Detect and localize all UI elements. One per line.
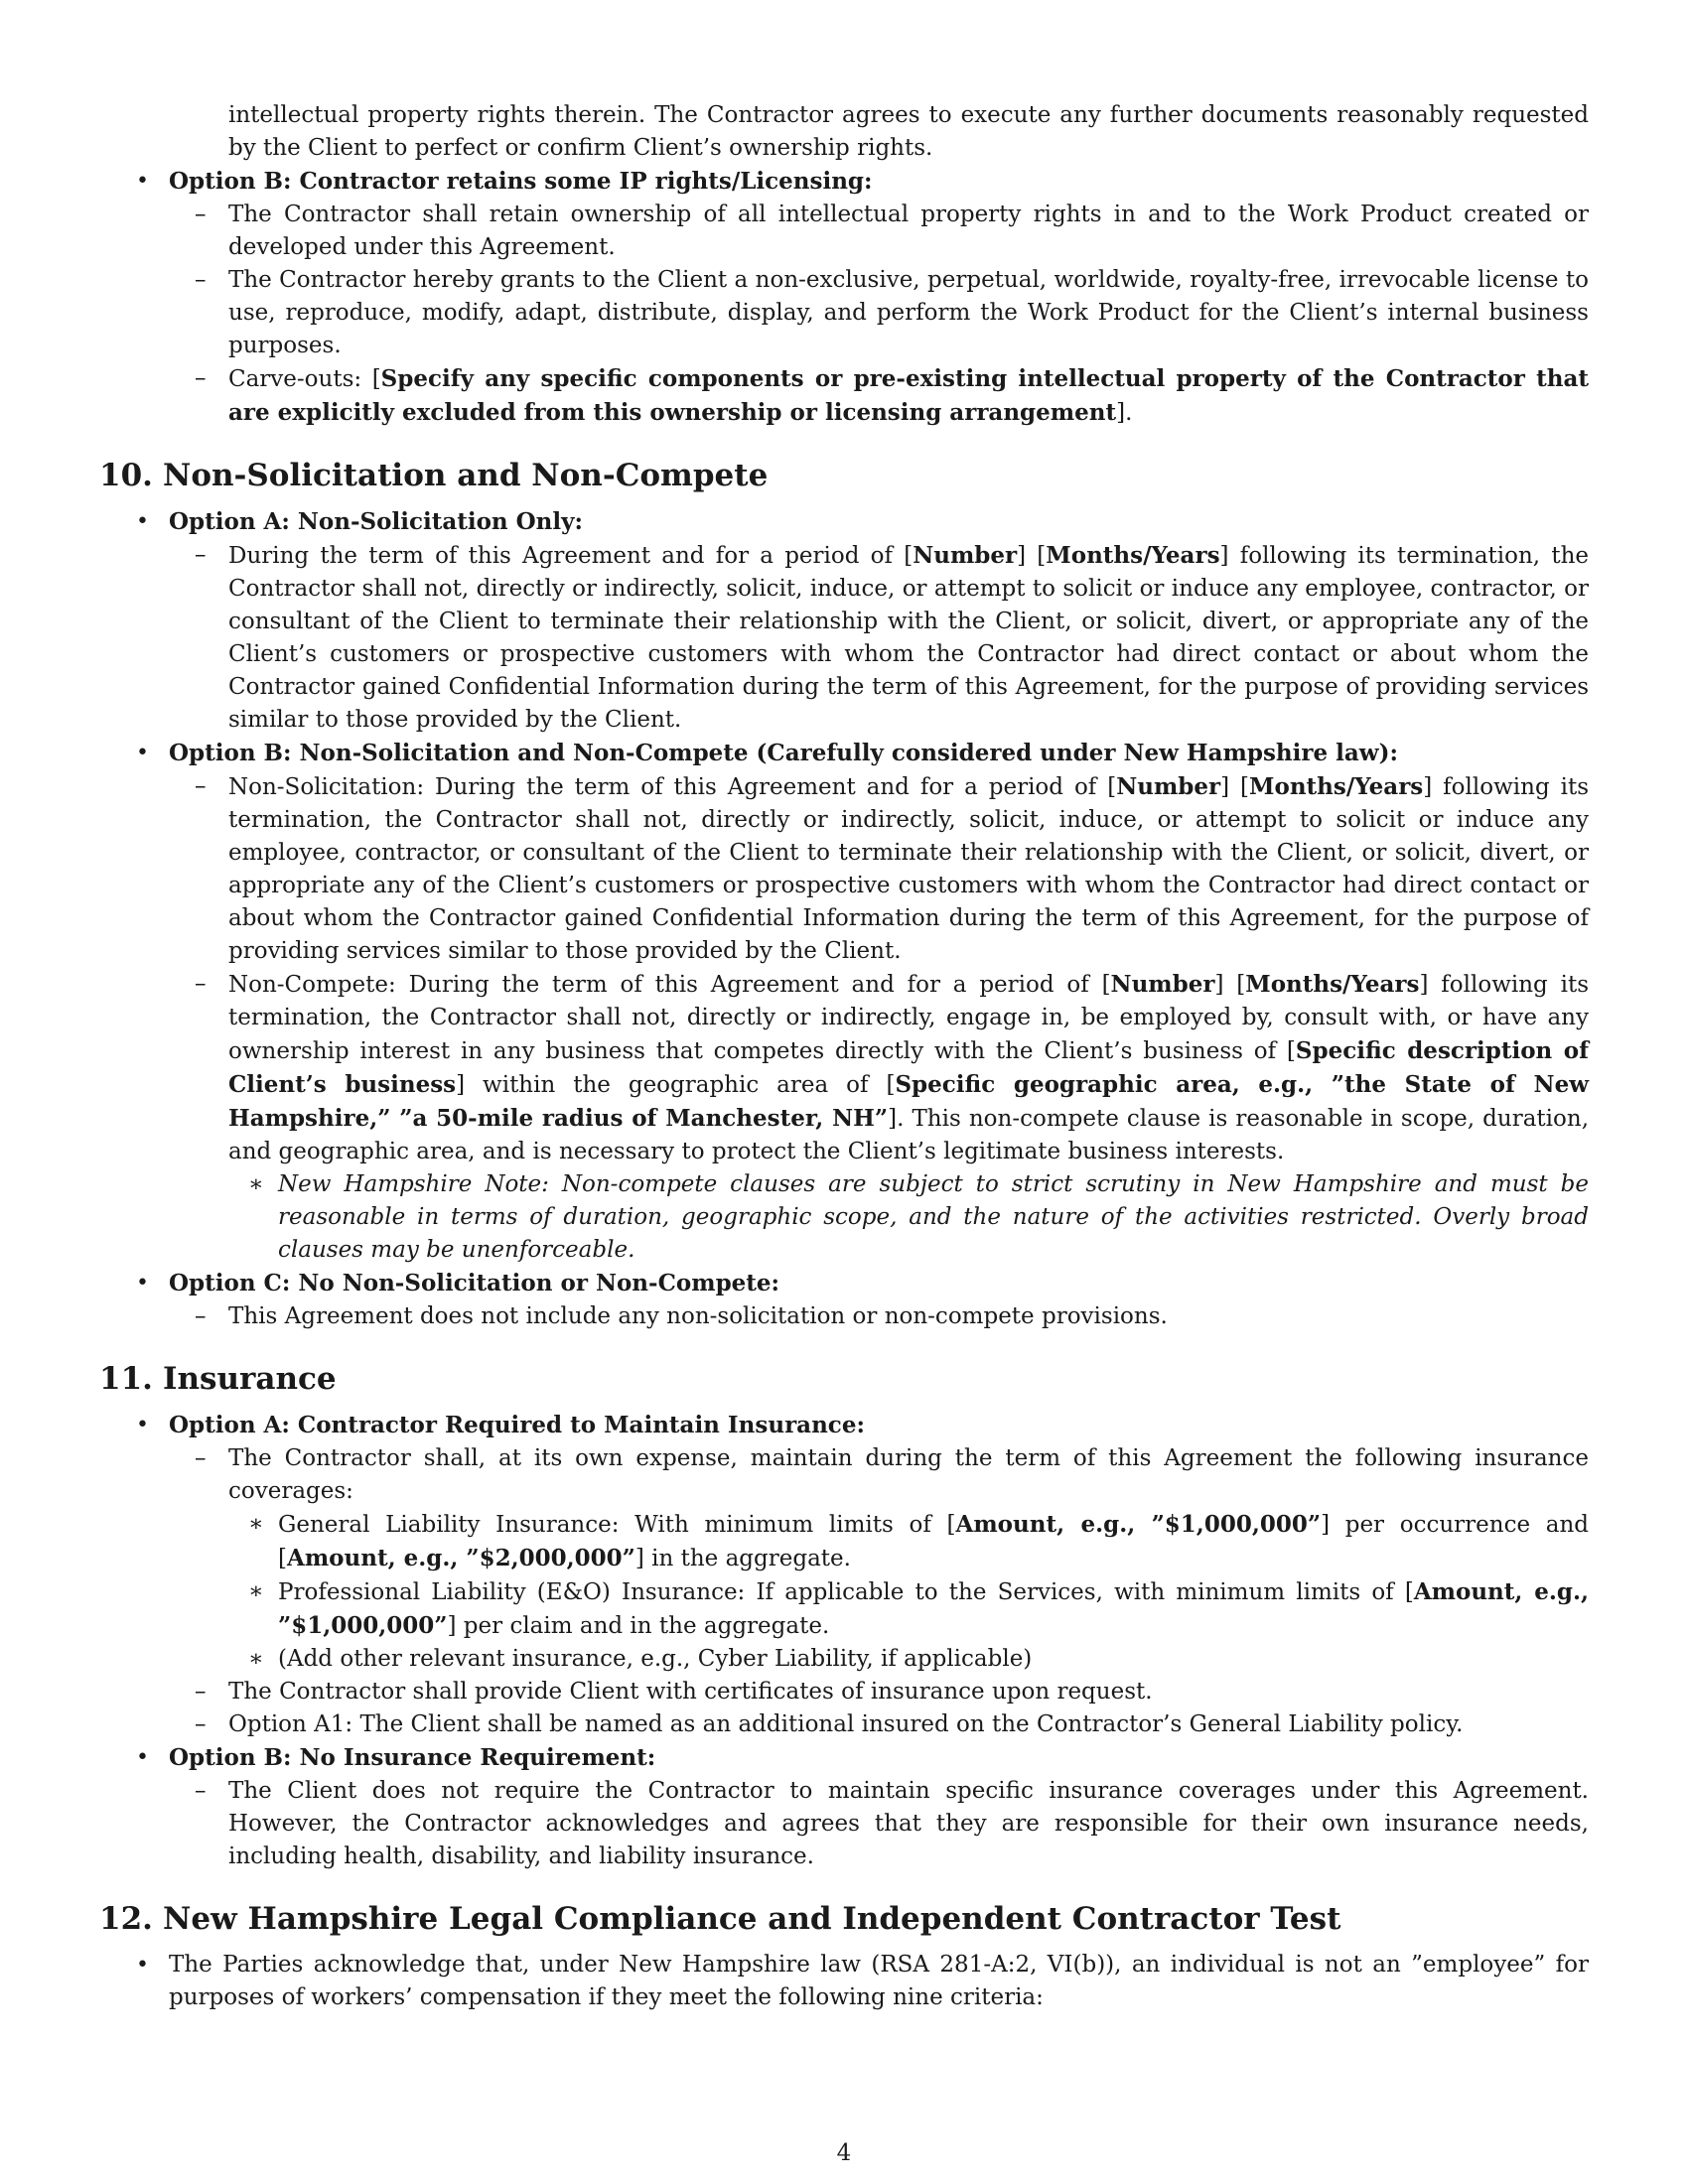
asterisk-icon: ∗ (248, 1511, 264, 1537)
dash-icon: – (195, 202, 207, 227)
bullet-icon: • (136, 741, 149, 765)
ip-option-b (99, 165, 1589, 199)
bullet-icon: • (136, 169, 149, 194)
certificates-item: – The Contractor shall provide Client with certificates of insurance upon request. (99, 1676, 1589, 1708)
asterisk-icon: ∗ (248, 1578, 264, 1604)
insurance-option-b-item: – The Client does not require the Contractor to maintain specific insurance coverages under this Agreement. However, the Contractor acknowledges and agrees that they are responsible for their own insurance needs, including health, disability, and liability insurance. (99, 1775, 1589, 1873)
ip-ownership-continuation: intellectual property rights therein. The Contractor agrees to execute any further documents reasonably requested by the Client to perfect or confirm Client’s ownership rights. (228, 102, 1589, 161)
bullet-icon: • (136, 1271, 149, 1296)
bullet-icon: • (136, 1413, 149, 1437)
asterisk-icon: ∗ (248, 1646, 264, 1672)
non-solicit-option-b: • Option B: Non-Solicitation and Non-Compete (Carefully considered under New Hampshire law): (99, 737, 1589, 770)
other-insurance-item: ∗ (Add other relevant insurance, e.g., Cyber Liability, if applicable) (99, 1643, 1589, 1676)
ip-carve-outs: – Carve-outs: [Specify any specific components or pre-existing intellectual property of the Contractor that are explicitly excluded from this ownership or licensing arrangement]. (99, 362, 1589, 430)
non-solicit-option-c: • Option C: No Non-Solicitation or Non-Compete: (99, 1267, 1589, 1300)
section-12-heading: 12. New Hampshire Legal Compliance and Independent Contractor Test (99, 1901, 1341, 1937)
dash-icon: – (195, 1679, 207, 1705)
dash-icon: – (195, 1445, 207, 1471)
asterisk-icon: ∗ (248, 1171, 264, 1197)
non-solicitation-item: – Non-Solicitation: During the term of this Agreement and for a period of [Number] [Months/Years] following its termination, the Contractor shall not, directly or indirectly, solicit, induce, or attempt to solicit or induce any employee, contractor, or consultant of the Client to terminate their relationship with the Client, or solicit, divert, or appropriate any of the Client’s customers or prospective customers with whom the Contractor had direct contact or about whom the Contractor gained Confidential Information during the term of this Agreement, for the purpose of providing services similar to those provided by the Client. (99, 770, 1589, 968)
new-hampshire-note: ∗ New Hampshire Note: Non-compete clauses are subject to strict scrutiny in New Hampshire and must be reasonable in terms of duration, geographic scope, and the nature of the activities restricted. Overly broad clauses may be unenforceable. (99, 1168, 1589, 1267)
non-solicit-option-a: • Option A: Non-Solicitation Only: (99, 505, 1589, 539)
page-number: 4 (836, 2140, 852, 2166)
non-solicit-option-c-item: – This Agreement does not include any non-solicitation or non-compete provisions. (99, 1300, 1589, 1333)
dash-icon: – (195, 267, 207, 293)
professional-liability-item: ∗ Professional Liability (E&O) Insurance: If applicable to the Services, with minimum limits of [Amount, e.g., ”$1,000,000”] per claim and in the aggregate. (99, 1575, 1589, 1643)
insurance-intro: – The Contractor shall, at its own expense, maintain during the term of this Agreement the following insurance coverages: (99, 1442, 1589, 1508)
ip-option-b-heading: Option B: Contractor retains some IP rights/Licensing: (169, 168, 873, 195)
dash-icon: – (195, 773, 207, 799)
document-page (99, 99, 1589, 2014)
dash-icon: – (195, 1303, 207, 1329)
option-a1-item: – Option A1: The Client shall be named as an additional insured on the Contractor’s General Liability policy. (99, 1708, 1589, 1741)
dash-icon: – (195, 971, 207, 997)
section-11-heading: 11. Insurance (99, 1361, 337, 1397)
bullet-icon: • (136, 1745, 149, 1770)
section-10-heading: 10. Non-Solicitation and Non-Compete (99, 458, 769, 493)
dash-icon: – (195, 365, 207, 391)
independent-contractor-test-item: • The Parties acknowledge that, under New Hampshire law (RSA 281-A:2, VI(b)), an individual is not an ”employee” for purposes of workers’ compensation if they meet the following nine criteria: (99, 1949, 1589, 2014)
dash-icon: – (195, 1778, 207, 1804)
bullet-icon: • (136, 1953, 149, 1978)
bullet-icon: • (136, 509, 149, 534)
insurance-option-b: • Option B: No Insurance Requirement: (99, 1741, 1589, 1775)
dash-icon: – (195, 1711, 207, 1737)
insurance-option-a: • Option A: Contractor Required to Maintain Insurance: (99, 1409, 1589, 1442)
dash-icon: – (195, 542, 207, 568)
ip-option-b-item: – The Contractor hereby grants to the Client a non-exclusive, perpetual, worldwide, royalty-free, irrevocable license to use, reproduce, modify, adapt, distribute, display, and perform the Work Product for the Client’s internal business purposes. (99, 264, 1589, 362)
non-solicit-option-a-item: – During the term of this Agreement and for a period of [Number] [Months/Years] following its termination, the Contractor shall not, directly or indirectly, solicit, induce, or attempt to solicit or induce any employee, contractor, or consultant of the Client to terminate their relationship with the Client, or solicit, divert, or appropriate any of the Client’s customers or prospective customers with whom the Contractor had direct contact or about whom the Contractor gained Confidential Information during the term of this Agreement, for the purpose of providing services similar to those provided by the Client. (99, 539, 1589, 737)
general-liability-item: ∗ General Liability Insurance: With minimum limits of [Amount, e.g., ”$1,000,000”] per occurrence and [Amount, e.g., ”$2,000,000”] in the aggregate. (99, 1508, 1589, 1575)
ip-option-b-item: – The Contractor shall retain ownership of all intellectual property rights in and to the Work Product created or developed under this Agreement. (99, 199, 1589, 264)
non-compete-item: – Non-Compete: During the term of this Agreement and for a period of [Number] [Months/Years] following its termination, the Contractor shall not, directly or indirectly, engage in, be employed by, consult with, or have any ownership interest in any business that competes directly with the Client’s business of [Specific description of Client’s business] within the geographic area of [Specific geographic area, e.g., ”the State of New Hampshire,” ”a 50-mile radius of Manchester, NH”]. This non-compete clause is reasonable in scope, duration, and geographic area, and is necessary to protect the Client’s legitimate business interests. (99, 968, 1589, 1168)
